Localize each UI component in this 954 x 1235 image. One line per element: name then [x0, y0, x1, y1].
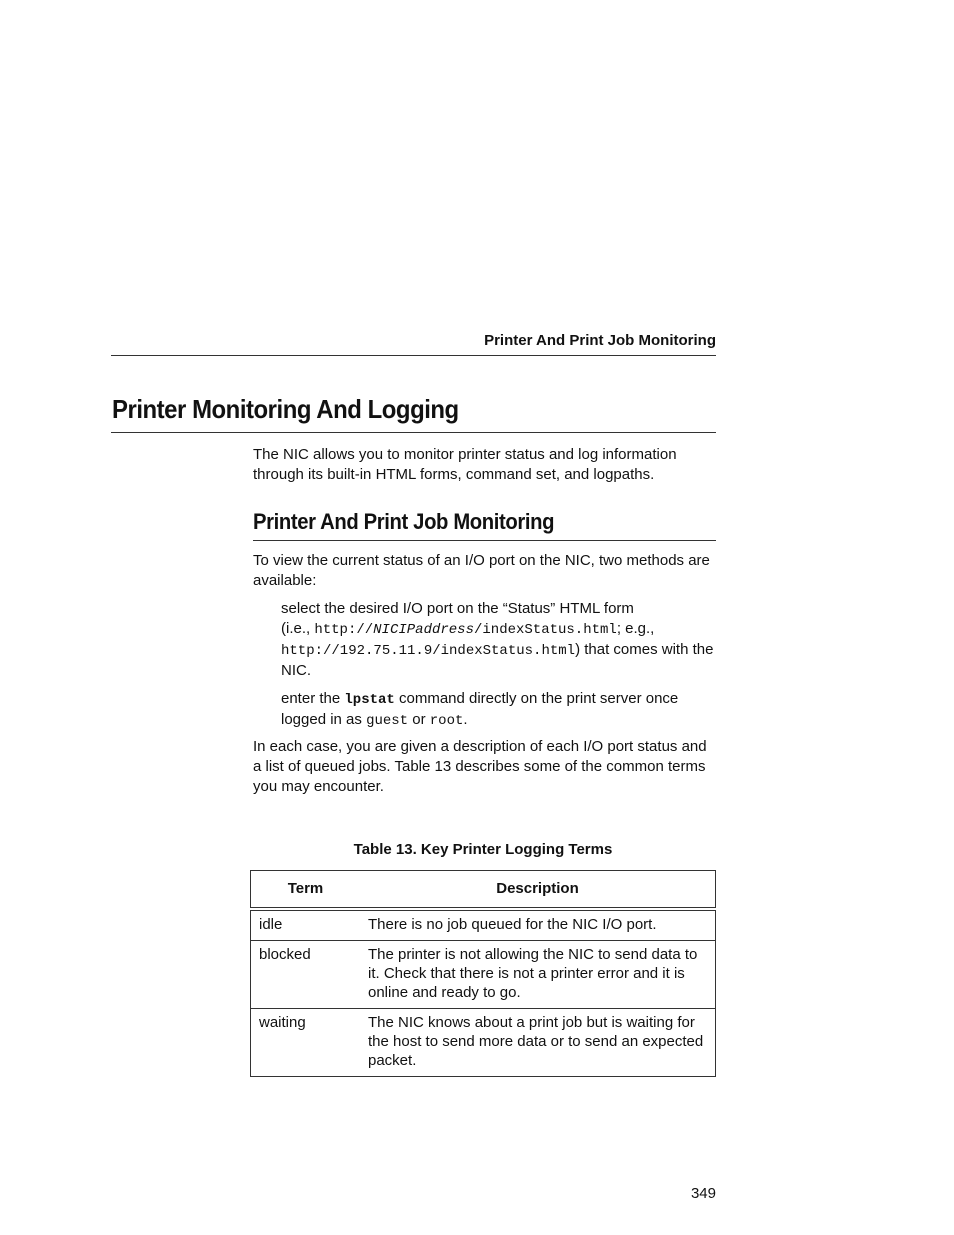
method1-example-url: http://192.75.11.9/indexStatus.html: [281, 643, 576, 659]
running-header: Printer And Print Job Monitoring: [484, 332, 716, 349]
section-title-divider: [111, 432, 716, 433]
method2-or: or: [408, 711, 430, 728]
method2-end: .: [463, 711, 468, 728]
subsection-title: Printer And Print Job Monitoring: [253, 509, 555, 534]
method1-url-prefix: http://: [314, 622, 374, 638]
term-cell: idle: [251, 909, 361, 941]
header-divider: [111, 355, 716, 356]
page-number: 349: [690, 1185, 716, 1202]
subsection-title-divider: [253, 540, 716, 541]
method1-eg: ; e.g.,: [616, 620, 655, 637]
subsection-closing: In each case, you are given a description of each I/O port status and a list of queued jobs. Table 13 describes some of the common terms you may encounter.: [253, 738, 707, 795]
column-header-description: Description: [360, 871, 716, 910]
method2-middle: command directly on the print server once logged in as: [281, 690, 679, 728]
method-item-status-form: [281, 599, 716, 681]
lpstat-command: lpstat: [344, 692, 395, 708]
table-header-row: [251, 871, 716, 910]
method1-tail: ) that comes with the NIC.: [281, 641, 714, 679]
method1-url-suffix: /indexStatus.html: [473, 622, 617, 638]
method1-lead: select the desired I/O port on the “Status” HTML form: [281, 600, 634, 617]
table-row: [251, 1009, 716, 1077]
term-cell: waiting: [251, 1009, 361, 1077]
term-cell: blocked: [251, 941, 361, 1009]
table-row: [251, 941, 716, 1009]
method2-lead: enter the: [281, 690, 345, 707]
column-header-term: Term: [251, 871, 361, 910]
section-title: Printer Monitoring And Logging: [112, 394, 459, 424]
method1-ie: (i.e.,: [281, 620, 315, 637]
table-caption: Table 13. Key Printer Logging Terms: [353, 841, 613, 858]
logging-terms-table: [250, 870, 716, 1077]
description-cell: The NIC knows about a print job but is waiting for the host to send more data or to send an expected packet.: [360, 1009, 716, 1077]
user-root: root: [429, 713, 464, 729]
description-cell: The printer is not allowing the NIC to send data to it. Check that there is not a printer error and it is online and ready to go.: [360, 941, 716, 1009]
method1-url-variable: NICIPaddress: [373, 622, 474, 638]
user-guest: guest: [366, 713, 409, 729]
description-cell: There is no job queued for the NIC I/O port.: [360, 909, 716, 941]
method-item-lpstat: [281, 689, 716, 731]
section-intro: The NIC allows you to monitor printer status and log information through its built-in HTML forms, command set, and logpaths.: [253, 446, 677, 483]
table-row: [251, 909, 716, 941]
subsection-intro: To view the current status of an I/O port on the NIC, two methods are available:: [253, 552, 710, 589]
